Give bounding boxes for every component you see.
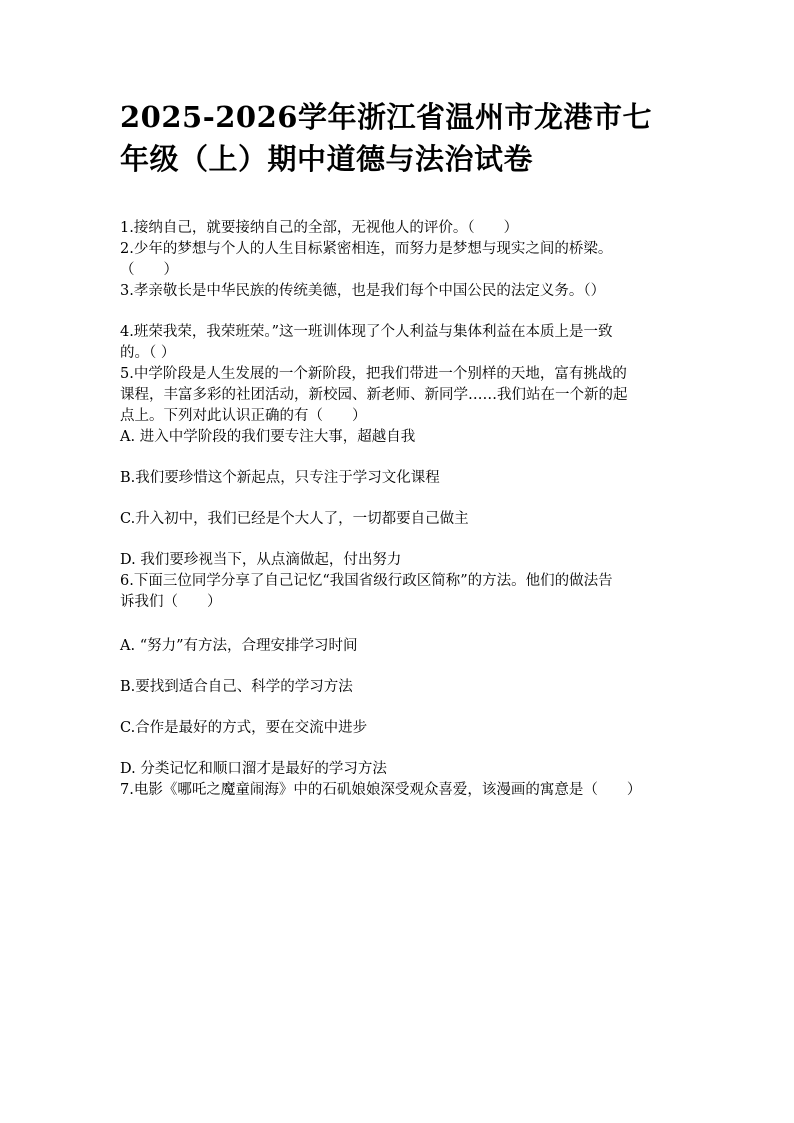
exam-title — [120, 96, 680, 180]
spacer — [120, 302, 680, 322]
spacer — [120, 448, 680, 468]
question-5-option-d: D. 我们要珍视当下，从点滴做起，付出努力 — [120, 552, 402, 568]
question-5-option-a: A. 进入中学阶段的我们要专注大事，超越自我 — [120, 429, 416, 445]
spacer — [120, 489, 680, 509]
spacer — [120, 739, 680, 759]
question-2-line-2: （ ） — [120, 262, 178, 278]
question-5-line-3: 点上。下列对此认识正确的有（ ） — [120, 408, 367, 424]
question-5-line-2: 课程，丰富多彩的社团活动，新校园、新老师、新同学……我们站在一个新的起 — [120, 387, 628, 403]
spacer — [120, 657, 680, 677]
spacer — [120, 698, 680, 718]
question-5-option-c: C.升入初中，我们已经是个大人了，一切都要自己做主 — [120, 511, 469, 527]
question-1: 1.接纳自己，就要接纳自己的全部，无视他人的评价。（ ） — [120, 220, 519, 236]
question-4-line-1: 4.班荣我荣，我荣班荣。”这一班训体现了个人利益与集体利益在本质上是一致 — [120, 324, 613, 340]
question-6-option-d: D. 分类记忆和顺口溜才是最好的学习方法 — [120, 761, 387, 777]
spacer — [120, 530, 680, 550]
question-6-line-2: 诉我们（ ） — [120, 594, 222, 610]
question-6-line-1: 6.下面三位同学分享了自己记忆“我国省级行政区简称”的方法。他们的做法告 — [120, 573, 613, 589]
question-2-line-1: 2.少年的梦想与个人的人生目标紧密相连，而努力是梦想与现实之间的桥梁。 — [120, 241, 613, 257]
question-5-option-b: B.我们要珍惜这个新起点，只专注于学习文化课程 — [120, 470, 440, 486]
question-6-option-a: A. “努力”有方法，合理安排学习时间 — [120, 638, 358, 654]
title-line-1: 2025-2026学年浙江省温州市龙港市七 — [120, 100, 652, 134]
question-list — [120, 218, 680, 801]
title-line-2: 年级（上）期中道德与法治试卷 — [120, 142, 534, 176]
question-6-option-b: B.要找到适合自己、科学的学习方法 — [120, 679, 353, 695]
question-6-option-c: C.合作是最好的方式，要在交流中进步 — [120, 720, 368, 736]
question-3: 3.孝亲敬长是中华民族的传统美德，也是我们每个中国公民的法定义务。（） — [120, 283, 606, 299]
question-7: 7.电影《哪吒之魔童闹海》中的石矶娘娘深受观众喜爱，该漫画的寓意是（ ） — [120, 782, 642, 798]
question-5-line-1: 5.中学阶段是人生发展的一个新阶段，把我们带进一个别样的天地，富有挑战的 — [120, 366, 627, 382]
question-4-line-2: 的。（ ） — [120, 345, 176, 361]
spacer — [120, 613, 680, 636]
